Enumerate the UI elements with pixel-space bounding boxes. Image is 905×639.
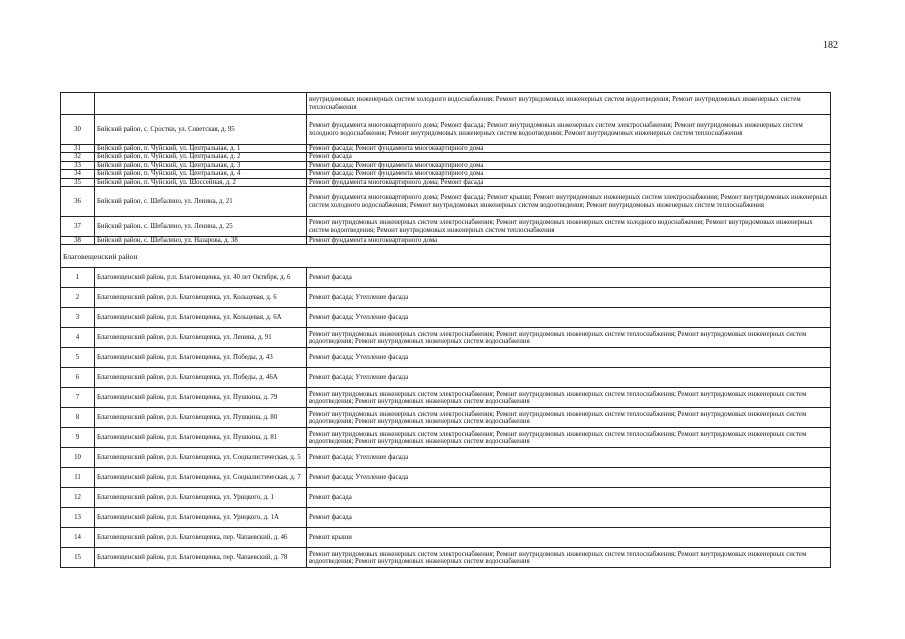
row-works: Ремонт фундамента многоквартирного дома; Ремонт фасада [307, 178, 831, 186]
row-number: 14 [61, 528, 95, 548]
table-row [61, 548, 831, 568]
section-row [61, 245, 831, 268]
row-number: 32 [61, 153, 95, 161]
row-works: Ремонт фасада [307, 488, 831, 508]
table-row [61, 508, 831, 528]
section-title: Благовещенский район [63, 251, 138, 261]
row-works: Ремонт фундамента многоквартирного дома; Ремонт фасада; Ремонт внутридомовых инженерных систем электроснабжения; Ремонт внутридомовых инженерных систем холодного водоснабжения; Ремонт внутридомовых инженерных систем водоотведения; Ремонт внутридомовых инженерных систем теплоснабжения [307, 115, 831, 145]
table-row [61, 428, 831, 448]
table-row [61, 328, 831, 348]
table-row [61, 178, 831, 186]
table-row [61, 468, 831, 488]
row-works: Ремонт внутридомовых инженерных систем электроснабжения; Ремонт внутридомовых инженерных систем теплоснабжения; Ремонт внутридомовых инженерных систем водоотведения; Ремонт внутридомовых инженерных систем водоснабжения [307, 428, 831, 448]
row-works: Ремонт фасада; Утепление фасада [307, 308, 831, 328]
row-works: Ремонт фасада; Ремонт фундамента многоквартирного дома [307, 145, 831, 153]
table-row [61, 488, 831, 508]
row-number: 10 [61, 448, 95, 468]
table-row [61, 217, 831, 237]
row-works: Ремонт фасада; Утепление фасада [307, 288, 831, 308]
row-number: 1 [61, 268, 95, 288]
row-address: Благовещенский район, р.п. Благовещенка, ул. Социалистическая, д. 7 [95, 468, 307, 488]
row-address: Благовещенский район, р.п. Благовещенка, ул. Пушкина, д. 80 [95, 408, 307, 428]
page-number: 182 [823, 40, 838, 51]
row-works: Ремонт фасада [307, 268, 831, 288]
row-address: Благовещенский район, р.п. Благовещенка, ул. Кольцевая, д. 6 [95, 288, 307, 308]
row-works: Ремонт фасада; Утепление фасада [307, 348, 831, 368]
table-row [61, 93, 831, 115]
row-works: Ремонт внутридомовых инженерных систем электроснабжения; Ремонт внутридомовых инженерных систем теплоснабжения; Ремонт внутридомовых инженерных систем водоотведения; Ремонт внутридомовых инженерных систем водоснабжения [307, 408, 831, 428]
row-number: 5 [61, 348, 95, 368]
row-address: Благовещенский район, р.п. Благовещенка, ул. Победы, д. 46А [95, 368, 307, 388]
row-works: Ремонт внутридомовых инженерных систем электроснабжения; Ремонт внутридомовых инженерных систем теплоснабжения; Ремонт внутридомовых инженерных систем водоотведения; Ремонт внутридомовых инженерных систем водоснабжения [307, 548, 831, 568]
row-number: 33 [61, 161, 95, 169]
row-address [95, 93, 307, 115]
row-works: Ремонт фасада; Ремонт фундамента многоквартирного дома [307, 161, 831, 169]
row-number: 12 [61, 488, 95, 508]
row-address: Благовещенский район, р.п. Благовещенка, пер. Чапаевский, д. 78 [95, 548, 307, 568]
row-address: Благовещенский район, р.п. Благовещенка, ул. Пушкина, д. 81 [95, 428, 307, 448]
row-works: Ремонт фундамента многоквартирного дома [307, 237, 831, 245]
row-works: Ремонт крыши [307, 528, 831, 548]
row-number: 3 [61, 308, 95, 328]
row-number: 36 [61, 187, 95, 217]
row-works: Ремонт фасада; Ремонт фундамента многоквартирного дома [307, 170, 831, 178]
row-number: 7 [61, 388, 95, 408]
table-row [61, 528, 831, 548]
row-address: Благовещенский район, р.п. Благовещенка, ул. Социалистическая, д. 5 [95, 448, 307, 468]
table-row [61, 115, 831, 145]
table-row [61, 288, 831, 308]
row-number: 30 [61, 115, 95, 145]
row-address: Благовещенский район, р.п. Благовещенка, ул. 40 лет Октября, д. 6 [95, 268, 307, 288]
row-address: Благовещенский район, р.п. Благовещенка, ул. Кольцевая, д. 6А [95, 308, 307, 328]
row-address: Бийский район, п. Чуйский, ул. Центральная, д. 4 [95, 170, 307, 178]
row-works: внутридомовых инженерных систем холодного водоснабжения; Ремонт внутридомовых инженерных систем водоотведения; Ремонт внутридомовых инженерных систем теплоснабжения [307, 93, 831, 115]
row-works: Ремонт фасада; Утепление фасада [307, 368, 831, 388]
row-address: Благовещенский район, р.п. Благовещенка, пер. Чапаевский, д. 46 [95, 528, 307, 548]
row-number: 2 [61, 288, 95, 308]
row-number: 11 [61, 468, 95, 488]
row-works: Ремонт фундамента многоквартирного дома; Ремонт фасада; Ремонт крыши; Ремонт внутридомовых инженерных систем электроснабжения; Ремонт внутридомовых инженерных систем холодного водоснабжения; Ремонт внутридомовых инженерных систем водоотведения; Ремонт внутридомовых инженерных систем теплоснабжения [307, 187, 831, 217]
table-row [61, 348, 831, 368]
table-row [61, 408, 831, 428]
row-number: 35 [61, 178, 95, 186]
row-address: Благовещенский район, р.п. Благовещенка, ул. Урицкого, д. 1 [95, 488, 307, 508]
table-row [61, 448, 831, 468]
row-works: Ремонт внутридомовых инженерных систем электроснабжения; Ремонт внутридомовых инженерных систем холодного водоснабжения; Ремонт внутридомовых инженерных систем водоотведения; Ремонт внутридомовых инженерных систем теплоснабжения [307, 217, 831, 237]
table-row [61, 153, 831, 161]
row-works: Ремонт фасада [307, 508, 831, 528]
row-works: Ремонт внутридомовых инженерных систем электроснабжения; Ремонт внутридомовых инженерных систем теплоснабжения; Ремонт внутридомовых инженерных систем водоотведения; Ремонт внутридомовых инженерных систем водоснабжения [307, 328, 831, 348]
row-address: Бийский район, с. Шебалино, ул. Назарова, д. 38 [95, 237, 307, 245]
table-row [61, 170, 831, 178]
table-row [61, 145, 831, 153]
table-row [61, 237, 831, 245]
row-address: Бийский район, п. Чуйский, ул. Центральная, д. 2 [95, 153, 307, 161]
row-number: 6 [61, 368, 95, 388]
row-address: Благовещенский район, р.п. Благовещенка, ул. Ленина, д. 91 [95, 328, 307, 348]
row-address: Бийский район, п. Чуйский, ул. Центральная, д. 1 [95, 145, 307, 153]
row-address: Благовещенский район, р.п. Благовещенка, ул. Победы, д. 43 [95, 348, 307, 368]
row-number: 8 [61, 408, 95, 428]
table-row [61, 388, 831, 408]
row-number: 9 [61, 428, 95, 448]
row-address: Бийский район, п. Чуйский, ул. Шоссейная, д. 2 [95, 178, 307, 186]
row-address: Бийский район, с. Сростки, ул. Советская, д. 95 [95, 115, 307, 145]
row-address: Благовещенский район, р.п. Благовещенка, ул. Пушкина, д. 79 [95, 388, 307, 408]
row-number: 13 [61, 508, 95, 528]
row-works: Ремонт фасада; Утепление фасада [307, 468, 831, 488]
row-number: 34 [61, 170, 95, 178]
row-works: Ремонт фасада [307, 153, 831, 161]
row-number: 37 [61, 217, 95, 237]
table-row [61, 187, 831, 217]
row-number: 4 [61, 328, 95, 348]
row-works: Ремонт внутридомовых инженерных систем электроснабжения; Ремонт внутридомовых инженерных систем теплоснабжения; Ремонт внутридомовых инженерных систем водоотведения; Ремонт внутридомовых инженерных систем водоснабжения [307, 388, 831, 408]
row-address: Благовещенский район, р.п. Благовещенка, ул. Урицкого, д. 1А [95, 508, 307, 528]
repair-table-body [61, 93, 831, 568]
row-number: 31 [61, 145, 95, 153]
row-number [61, 93, 95, 115]
row-number: 15 [61, 548, 95, 568]
table-row [61, 161, 831, 169]
table-row [61, 308, 831, 328]
table-row [61, 268, 831, 288]
table-row [61, 368, 831, 388]
row-address: Бийский район, п. Чуйский, ул. Центральная, д. 3 [95, 161, 307, 169]
row-number: 38 [61, 237, 95, 245]
row-address: Бийский район, с. Шебалино, ул. Ленина, д. 25 [95, 217, 307, 237]
row-works: Ремонт фасада; Утепление фасада [307, 448, 831, 468]
row-address: Бийский район, с. Шебалино, ул. Ленина, д. 21 [95, 187, 307, 217]
repair-table [60, 92, 831, 568]
